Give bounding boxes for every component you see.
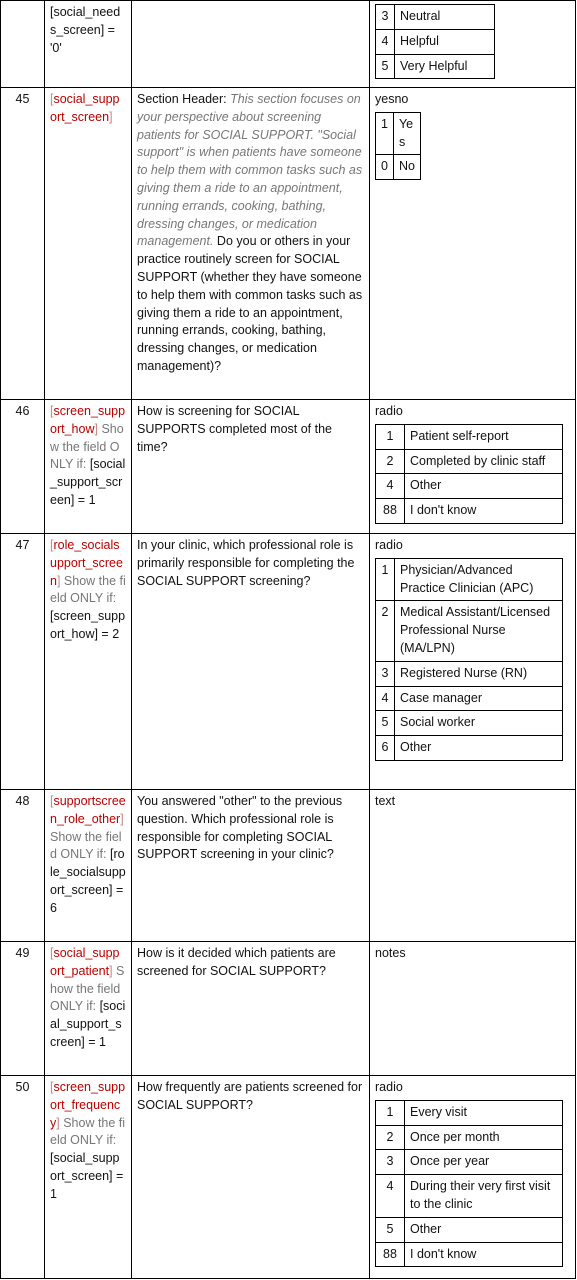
- variable-name: social_support_patient: [50, 946, 120, 978]
- choice-label: Case manager: [395, 686, 563, 711]
- choice-label: Social worker: [395, 711, 563, 736]
- field-attributes-cell: [370, 1, 576, 88]
- row-number: 45: [1, 88, 45, 400]
- choice-row: [376, 155, 421, 180]
- branching-logic-label: Show the field ONLY if:: [50, 963, 125, 1014]
- choice-code: 4: [376, 474, 405, 499]
- field-label-cell: [132, 400, 370, 534]
- choice-code: 5: [376, 711, 395, 736]
- field-type: radio: [375, 404, 403, 418]
- variable-name: supportscreen_role_other: [50, 794, 126, 826]
- field-label-cell: [132, 942, 370, 1076]
- choices-table: [375, 558, 563, 761]
- choice-row: [376, 474, 563, 499]
- choice-row: [376, 661, 563, 686]
- table-row-48: [1, 790, 576, 942]
- section-header-label: Section Header:: [137, 92, 227, 106]
- choices-table: [375, 112, 421, 180]
- branching-logic-label: Show the field ONLY if:: [50, 1115, 126, 1148]
- field-attributes-cell: [370, 790, 576, 942]
- choice-row: [376, 54, 495, 79]
- table-row-46: [1, 400, 576, 534]
- branching-logic-label: Show the field ONLY if:: [50, 829, 122, 862]
- choice-code: 5: [376, 1217, 405, 1242]
- table-row-45: [1, 88, 576, 400]
- choice-code: 0: [376, 155, 394, 180]
- choice-code: 3: [376, 661, 395, 686]
- choice-row: [376, 449, 563, 474]
- field-type: text: [375, 794, 396, 808]
- question-text: How frequently are patients screened for SOCIAL SUPPORT?: [137, 1080, 363, 1112]
- choice-label: Very Helpful: [395, 54, 495, 79]
- choice-row: [376, 424, 563, 449]
- choice-row: [376, 1242, 563, 1267]
- row-number: [1, 1, 45, 88]
- branching-logic-expr: [social_support_screen] = 1: [50, 1151, 124, 1201]
- field-type: notes: [375, 946, 406, 960]
- choice-label: Medical Assistant/Licensed Professional Nurse (MA/LPN): [395, 601, 563, 661]
- choice-label: Physician/Advanced Practice Clinician (APC): [395, 558, 563, 601]
- question-text: How is it decided which patients are screened for SOCIAL SUPPORT?: [137, 946, 336, 978]
- field-attributes-cell: [370, 942, 576, 1076]
- field-logic-cell: [screen_support_frequency] Show the field ONLY if: [social_support_screen] = 1: [45, 1076, 132, 1279]
- choice-code: 2: [376, 601, 395, 661]
- choice-code: 2: [376, 449, 405, 474]
- choice-label: Other: [405, 1217, 563, 1242]
- table-row-49: [1, 942, 576, 1076]
- field-logic-cell: [role_socialsupport_screen] Show the field ONLY if: [screen_support_how] = 2: [45, 534, 132, 790]
- field-attributes-cell: [370, 88, 576, 400]
- choice-label: During their very first visit to the clinic: [405, 1175, 563, 1218]
- table-row-47: [1, 534, 576, 790]
- field-attributes-cell: [370, 1076, 576, 1279]
- choice-code: 4: [376, 1175, 405, 1218]
- section-header-text: This section focuses on your perspective about screening patients for SOCIAL SUPPORT. "Social support" is when patients have someone to help them with common tasks such as giving them a ride to an appointment, running errands, cooking, bathing, dressing changes, or medication management.: [137, 92, 363, 249]
- row-number: 50: [1, 1076, 45, 1279]
- branching-logic-label: Show the field ONLY if:: [50, 573, 126, 606]
- choice-code: 1: [376, 1100, 405, 1125]
- choice-code: 1: [376, 558, 395, 601]
- choice-code: 2: [376, 1125, 405, 1150]
- choice-row: [376, 1217, 563, 1242]
- choice-label: No: [393, 155, 420, 180]
- choice-code: 3: [376, 1150, 405, 1175]
- branching-logic-expr: [social_support_screen] = 1: [50, 457, 126, 507]
- row-number: 47: [1, 534, 45, 790]
- choice-code: 1: [376, 112, 394, 155]
- choice-row: [376, 1150, 563, 1175]
- choice-row: [376, 112, 421, 155]
- field-label-cell: [132, 790, 370, 942]
- choice-label: Once per year: [405, 1150, 563, 1175]
- field-type: radio: [375, 1080, 403, 1094]
- choices-table: [375, 1100, 563, 1268]
- choice-label: Yes: [393, 112, 420, 155]
- field-logic-cell: [supportscreen_role_other] Show the field ONLY if: [role_socialsupport_screen] = 6: [45, 790, 132, 942]
- choice-row: [376, 499, 563, 524]
- variable-name: screen_support_how: [50, 404, 126, 436]
- choices-table: [375, 424, 563, 524]
- choice-code: 88: [376, 1242, 405, 1267]
- row-number: 49: [1, 942, 45, 1076]
- field-label-cell: [132, 1, 370, 88]
- choice-code: 4: [376, 29, 395, 54]
- row-number: 48: [1, 790, 45, 942]
- choice-row: [376, 686, 563, 711]
- field-type: radio: [375, 538, 403, 552]
- choice-row: [376, 1125, 563, 1150]
- field-attributes-cell: [370, 534, 576, 790]
- branching-logic-expr: [role_socialsupport_screen] = 6: [50, 847, 126, 915]
- question-text: You answered "other" to the previous question. Which professional role is responsible for completing SOCIAL SUPPORT screening in your clinic?: [137, 794, 343, 862]
- choice-label: Once per month: [405, 1125, 563, 1150]
- choice-label: Neutral: [395, 5, 495, 30]
- branching-logic-expr: [screen_support_how] = 2: [50, 609, 126, 641]
- field-attributes-cell: [370, 400, 576, 534]
- choice-row: [376, 1175, 563, 1218]
- branching-logic-label: Show the field ONLY if:: [50, 421, 124, 472]
- branching-logic-expr: [social_needs_screen] = '0': [50, 5, 121, 55]
- question-text: In your clinic, which professional role is primarily responsible for completing the SOCIAL SUPPORT screening?: [137, 538, 355, 588]
- choice-row: [376, 711, 563, 736]
- choice-code: 1: [376, 424, 405, 449]
- choice-row: [376, 558, 563, 601]
- field-label-cell: [132, 1076, 370, 1279]
- field-logic-cell: [social_support_screen]: [45, 88, 132, 400]
- choice-code: 4: [376, 686, 395, 711]
- branching-logic-expr: [social_support_screen] = 1: [50, 999, 126, 1049]
- choice-code: 5: [376, 54, 395, 79]
- choices-table: [375, 4, 495, 79]
- choice-row: [376, 29, 495, 54]
- choice-code: 3: [376, 5, 395, 30]
- field-logic-cell: [screen_support_how] Show the field ONLY if: [social_support_screen] = 1: [45, 400, 132, 534]
- choice-label: Other: [395, 736, 563, 761]
- choice-code: 6: [376, 736, 395, 761]
- variable-name: social_support_screen: [50, 92, 120, 124]
- choice-label: Helpful: [395, 29, 495, 54]
- field-label-cell: [132, 88, 370, 400]
- choice-label: I don't know: [405, 499, 563, 524]
- field-type: yesno: [375, 92, 409, 106]
- field-label-cell: [132, 534, 370, 790]
- field-logic-cell: [45, 1, 132, 88]
- variable-name: role_socialsupport_screen: [50, 538, 123, 588]
- choice-label: Every visit: [405, 1100, 563, 1125]
- table-row-50: [1, 1076, 576, 1279]
- choice-row: [376, 736, 563, 761]
- choice-label: Completed by clinic staff: [405, 449, 563, 474]
- row-number: 46: [1, 400, 45, 534]
- choice-row: [376, 1100, 563, 1125]
- choice-code: 88: [376, 499, 405, 524]
- variable-name: screen_support_frequency: [50, 1080, 126, 1130]
- question-text: Do you or others in your practice routinely screen for SOCIAL SUPPORT (whether they have someone to help them with common tasks such as giving them a ride to an appointment, running errands, cooking, bathing, dressing changes, or medication management)?: [137, 234, 363, 373]
- choice-label: Patient self-report: [405, 424, 563, 449]
- choice-label: I don't know: [405, 1242, 563, 1267]
- field-logic-cell: [social_support_patient] Show the field ONLY if: [social_support_screen] = 1: [45, 942, 132, 1076]
- choice-row: [376, 601, 563, 661]
- choice-row: [376, 5, 495, 30]
- question-text: How is screening for SOCIAL SUPPORTS completed most of the time?: [137, 404, 332, 454]
- table-row-continued: [1, 1, 576, 88]
- choice-label: Other: [405, 474, 563, 499]
- choice-label: Registered Nurse (RN): [395, 661, 563, 686]
